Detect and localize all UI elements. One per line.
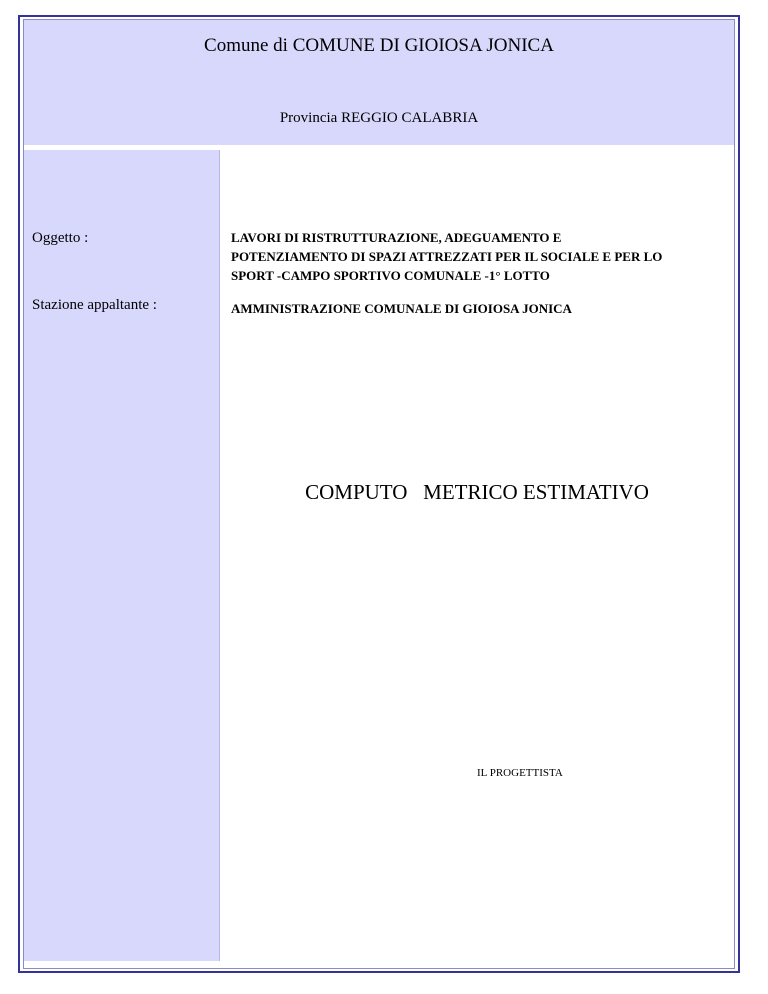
designer-label: IL PROGETTISTA bbox=[477, 767, 563, 779]
stazione-value: AMMINISTRAZIONE COMUNALE DI GIOIOSA JONICA bbox=[231, 301, 572, 316]
document-title: COMPUTO METRICO ESTIMATIVO bbox=[305, 480, 649, 504]
stazione-label: Stazione appaltante : bbox=[32, 297, 157, 313]
oggetto-value bbox=[231, 228, 761, 285]
oggetto-label: Oggetto : bbox=[32, 230, 89, 246]
municipality-title: Comune di COMUNE DI GIOIOSA JONICA bbox=[204, 35, 554, 56]
oggetto-line: LAVORI DI RISTRUTTURAZIONE, ADEGUAMENTO E bbox=[231, 230, 562, 245]
province-label: Provincia REGGIO CALABRIA bbox=[279, 110, 479, 126]
oggetto-line: SPORT -CAMPO SPORTIVO COMUNALE -1° LOTTO bbox=[231, 268, 550, 283]
oggetto-line: POTENZIAMENTO DI SPAZI ATTREZZATI PER IL SOCIALE E PER LO bbox=[231, 249, 663, 264]
